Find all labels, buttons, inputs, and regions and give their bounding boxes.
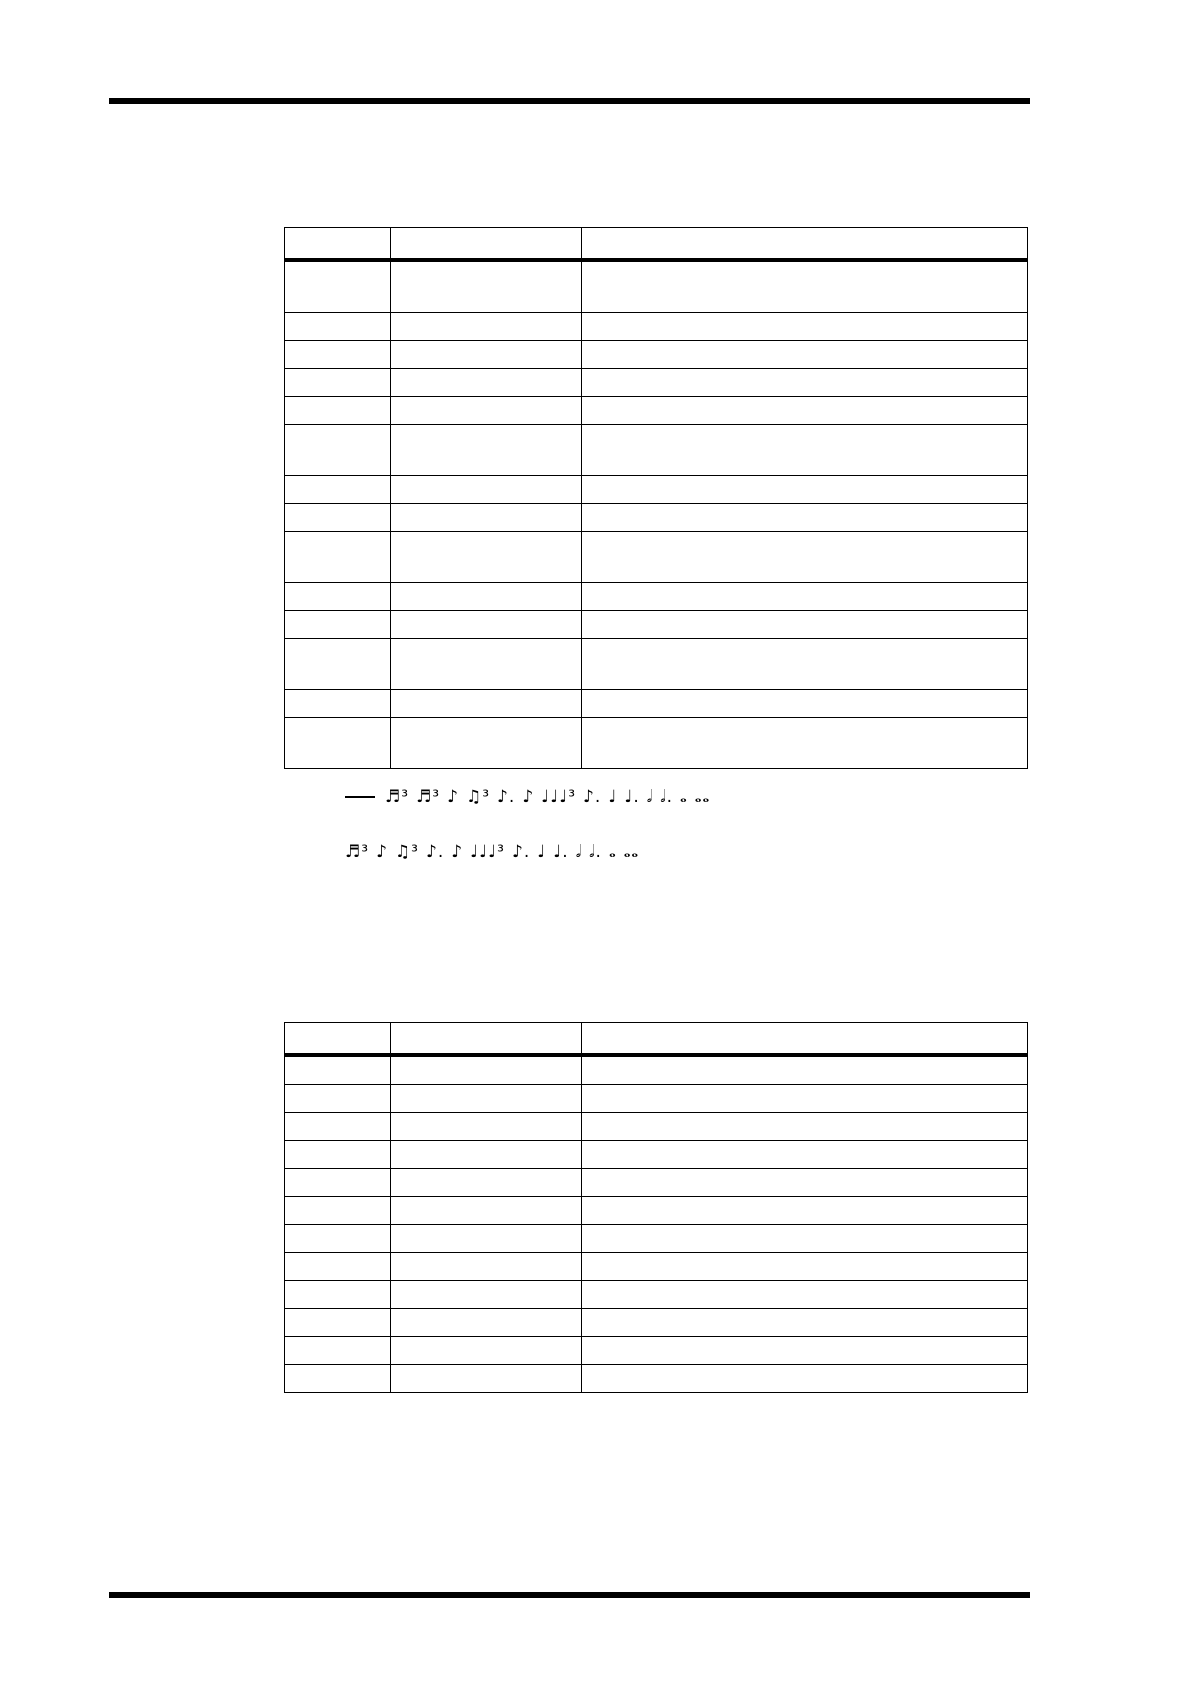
- table-cell: [285, 1337, 391, 1365]
- table-cell: [582, 1169, 1028, 1197]
- table-cell: [582, 476, 1028, 504]
- table-cell: [391, 1197, 582, 1225]
- table-cell: [391, 718, 582, 769]
- table-cell: [582, 1055, 1028, 1085]
- table-cell: [285, 1197, 391, 1225]
- table-cell: [391, 1337, 582, 1365]
- table-cell: [285, 1365, 391, 1393]
- table-cell: [582, 583, 1028, 611]
- note-value-symbol: 𝅝: [608, 842, 617, 862]
- table-cell: [391, 611, 582, 639]
- note-value-symbol: ♬³: [345, 842, 370, 862]
- table-cell: [582, 1225, 1028, 1253]
- note-value-symbol: ♪.: [425, 842, 445, 862]
- table-cell: [391, 1055, 582, 1085]
- table-cell: [582, 1253, 1028, 1281]
- table-cell: [391, 639, 582, 690]
- table-cell: [285, 1141, 391, 1169]
- table-cell: [285, 1113, 391, 1141]
- note-value-symbol: ♪: [447, 787, 459, 807]
- table-cell: [582, 690, 1028, 718]
- note-values-line-1: [345, 785, 717, 809]
- table-cell: [582, 532, 1028, 583]
- table-row: [285, 1169, 1028, 1197]
- bottom-rule: [109, 1592, 1030, 1598]
- table-row: [285, 1337, 1028, 1365]
- table-row: [285, 504, 1028, 532]
- table-cell: [285, 690, 391, 718]
- table-cell: [285, 1169, 391, 1197]
- note-value-symbol: ♪: [522, 787, 535, 807]
- table-2-body: [285, 1023, 1028, 1393]
- table-cell: [391, 1309, 582, 1337]
- table-cell: [582, 1309, 1028, 1337]
- table-cell: [285, 1253, 391, 1281]
- table-row: [285, 369, 1028, 397]
- note-value-symbol: ♩.: [553, 842, 569, 862]
- table-row: [285, 1055, 1028, 1085]
- header-cell: [391, 1023, 582, 1056]
- top-rule: [109, 98, 1030, 104]
- note-value-symbol: ♬³: [385, 787, 410, 807]
- table-1-body: [285, 228, 1028, 769]
- dash-symbol: [345, 796, 375, 798]
- table-cell: [582, 1113, 1028, 1141]
- table-cell: [582, 1281, 1028, 1309]
- note-value-symbol: ♩.: [624, 787, 640, 807]
- table-cell: [582, 397, 1028, 425]
- table-cell: [285, 504, 391, 532]
- header-cell: [582, 228, 1028, 261]
- table-cell: [391, 532, 582, 583]
- table-cell: [285, 718, 391, 769]
- table-cell: [391, 1253, 582, 1281]
- table-row: [285, 718, 1028, 769]
- table-row: [285, 425, 1028, 476]
- table-cell: [391, 260, 582, 313]
- table-header-row: [285, 1023, 1028, 1056]
- table-row: [285, 1281, 1028, 1309]
- table-cell: [391, 504, 582, 532]
- table-cell: [391, 1113, 582, 1141]
- table-cell: [582, 341, 1028, 369]
- table-cell: [582, 1141, 1028, 1169]
- table-cell: [582, 425, 1028, 476]
- note-value-symbol: 𝅗𝅥: [646, 787, 654, 807]
- table-header-row: [285, 228, 1028, 261]
- note-value-symbol: ♪: [376, 842, 388, 862]
- note-value-symbol: 𝅝𝅝: [623, 842, 640, 862]
- table-cell: [582, 718, 1028, 769]
- table-row: [285, 341, 1028, 369]
- note-values-line-2: [345, 840, 646, 864]
- table-cell: [285, 611, 391, 639]
- table-cell: [582, 1197, 1028, 1225]
- table-cell: [391, 1281, 582, 1309]
- table-cell: [582, 313, 1028, 341]
- header-cell: [391, 228, 582, 261]
- table-cell: [391, 369, 582, 397]
- note-value-symbol: ♬³: [416, 787, 441, 807]
- header-cell: [285, 1023, 391, 1056]
- table-cell: [582, 1337, 1028, 1365]
- table-row: [285, 1253, 1028, 1281]
- table-cell: [391, 313, 582, 341]
- parameter-table-2: [284, 1022, 1028, 1393]
- note-value-symbol: ♩: [537, 842, 547, 862]
- table-cell: [582, 260, 1028, 313]
- table-cell: [391, 690, 582, 718]
- note-value-symbol: ♪.: [511, 842, 531, 862]
- table-row: [285, 1225, 1028, 1253]
- note-value-symbol: ♩♩♩³: [470, 842, 505, 862]
- table-row: [285, 1085, 1028, 1113]
- table-row: [285, 583, 1028, 611]
- note-value-symbol: ♩: [608, 787, 618, 807]
- table-cell: [285, 341, 391, 369]
- table-row: [285, 260, 1028, 313]
- note-value-symbol: 𝅝𝅝: [694, 787, 711, 807]
- table-cell: [582, 1365, 1028, 1393]
- table-row: [285, 1113, 1028, 1141]
- table-row: [285, 1197, 1028, 1225]
- note-value-symbol: ♩♩♩³: [541, 787, 577, 807]
- table-cell: [582, 1085, 1028, 1113]
- parameter-table-1: [284, 227, 1028, 769]
- table-row: [285, 476, 1028, 504]
- table-cell: [391, 476, 582, 504]
- note-value-symbol: ♪.: [583, 787, 602, 807]
- table-cell: [285, 425, 391, 476]
- note-value-symbol: ♫³: [394, 842, 419, 862]
- table-cell: [582, 639, 1028, 690]
- note-value-symbol: ♫³: [465, 787, 491, 807]
- header-cell: [582, 1023, 1028, 1056]
- table-cell: [391, 1225, 582, 1253]
- table-row: [285, 532, 1028, 583]
- table-cell: [285, 1309, 391, 1337]
- table-row: [285, 397, 1028, 425]
- note-value-symbol: 𝅗𝅥.: [589, 842, 602, 862]
- table-row: [285, 639, 1028, 690]
- note-value-symbol: 𝅝: [680, 787, 688, 807]
- table-cell: [582, 504, 1028, 532]
- note-value-symbol: 𝅗𝅥: [575, 842, 583, 862]
- table-cell: [391, 1141, 582, 1169]
- note-value-symbol: 𝅗𝅥.: [660, 787, 673, 807]
- table-cell: [285, 1055, 391, 1085]
- table-cell: [391, 1085, 582, 1113]
- note-value-symbol: ♪.: [497, 787, 516, 807]
- header-cell: [285, 228, 391, 261]
- table-cell: [285, 1225, 391, 1253]
- table-cell: [285, 583, 391, 611]
- table-cell: [285, 1085, 391, 1113]
- table-cell: [285, 639, 391, 690]
- table-row: [285, 1309, 1028, 1337]
- table-row: [285, 313, 1028, 341]
- table-cell: [285, 260, 391, 313]
- table-cell: [582, 369, 1028, 397]
- table-cell: [391, 1169, 582, 1197]
- table-cell: [582, 611, 1028, 639]
- table-cell: [285, 1281, 391, 1309]
- table-row: [285, 1141, 1028, 1169]
- table-cell: [391, 583, 582, 611]
- table-cell: [285, 476, 391, 504]
- table-cell: [391, 1365, 582, 1393]
- table-row: [285, 1365, 1028, 1393]
- table-cell: [285, 397, 391, 425]
- table-row: [285, 690, 1028, 718]
- note-value-symbol: ♪: [451, 842, 464, 862]
- table-cell: [285, 313, 391, 341]
- table-cell: [285, 369, 391, 397]
- table-cell: [391, 425, 582, 476]
- table-cell: [391, 341, 582, 369]
- table-cell: [285, 532, 391, 583]
- table-cell: [391, 397, 582, 425]
- table-row: [285, 611, 1028, 639]
